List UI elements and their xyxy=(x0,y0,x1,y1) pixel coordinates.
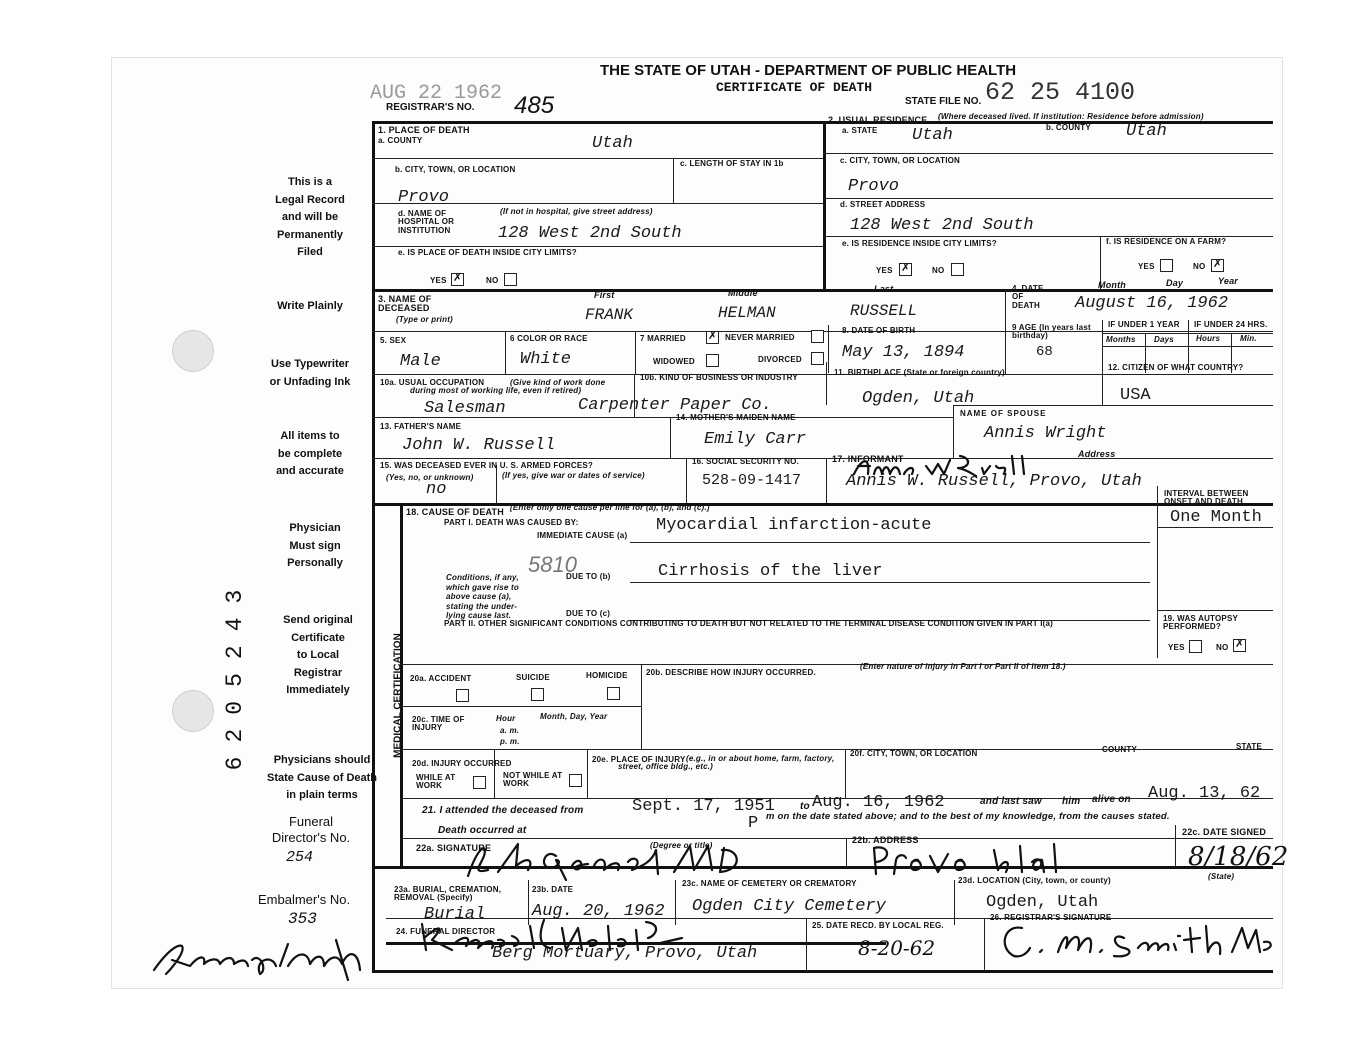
accident-checkbox[interactable] xyxy=(456,689,469,702)
state-file-label: STATE FILE NO. xyxy=(905,96,982,107)
cemetery-value: Ogden City Cemetery xyxy=(692,897,886,916)
funeral-director-number-label: Funeral Director's No. xyxy=(271,814,351,846)
autopsy-no-label: NO xyxy=(1216,643,1229,652)
inside-city-yes-checkbox[interactable]: ✗ xyxy=(453,272,463,284)
due-to-b-label: DUE TO (b) xyxy=(566,572,611,581)
part2-label: PART II. OTHER SIGNIFICANT CONDITIONS CONTRIBUTING TO DEATH BUT NOT RELATED TO THE TERMINAL DISEASE CONDITION GIVEN IN PART I(a) xyxy=(444,619,1054,628)
all-items-note: All items to be complete and accurate xyxy=(276,430,344,478)
homicide-checkbox[interactable] xyxy=(607,687,620,700)
informant-label: 17. INFORMANT xyxy=(832,454,904,464)
armed-forces-note-1: (Yes, no, or unknown) xyxy=(386,473,474,482)
inside-city-no-label: NO xyxy=(486,276,499,285)
under-24-hrs-label: IF UNDER 24 HRS. xyxy=(1194,320,1268,329)
am-label: a. m. xyxy=(500,726,520,735)
physician-signature xyxy=(458,836,778,884)
embalmer-number-label: Embalmer's No. xyxy=(258,892,351,907)
cause-of-death-label: 18. CAUSE OF DEATH xyxy=(406,507,504,517)
father-value: John W. Russell xyxy=(402,436,556,455)
punch-hole-top xyxy=(172,330,214,372)
res-inside-yes-checkbox[interactable]: ✗ xyxy=(901,262,911,274)
attended-to-value: Aug. 16, 1962 xyxy=(812,793,945,812)
burial-value: Burial xyxy=(424,905,486,924)
occupation-label: 10a. USUAL OCCUPATION xyxy=(380,378,485,387)
send-original-note: Send original Certificate to Local Registrar Immediately xyxy=(283,614,353,697)
autopsy-yes-label: YES xyxy=(1168,643,1185,652)
margin-signature xyxy=(148,930,378,990)
sex-value: Male xyxy=(400,352,441,371)
farm-yes-label: YES xyxy=(1138,262,1155,271)
death-county-value: Utah xyxy=(592,134,633,153)
due-to-b-value: Cirrhosis of the liver xyxy=(658,562,883,581)
physicians-should-note: Physicians should State Cause of Death in plain terms xyxy=(266,754,378,802)
place-of-injury-label: 20e. PLACE OF INJURY xyxy=(592,755,686,764)
farm-label: f. IS RESIDENCE ON A FARM? xyxy=(1106,237,1227,246)
typewriter-note: Use Typewriter or Unfading Ink xyxy=(269,358,351,388)
name-deceased-label: 3. NAME OF DECEASED xyxy=(378,294,432,314)
res-street-value: 128 West 2nd South xyxy=(850,216,1034,235)
registrar-label: REGISTRAR'S NO. xyxy=(386,102,475,113)
widowed-checkbox[interactable] xyxy=(706,354,719,367)
informant-value: Annis W. Russell, Provo, Utah xyxy=(846,472,1142,491)
interval-value: One Month xyxy=(1170,508,1262,527)
vertical-file-number: 6205243 xyxy=(222,575,248,771)
occupation-value: Salesman xyxy=(424,399,506,418)
accident-label: 20a. ACCIDENT xyxy=(410,674,472,683)
spouse-value: Annis Wright xyxy=(984,424,1107,443)
days-label: Days xyxy=(1154,335,1174,344)
not-while-at-work-label: NOT WHILE AT WORK xyxy=(503,771,563,789)
while-at-work-label: WHILE AT WORK xyxy=(416,773,456,791)
part1-label: PART I. DEATH WAS CAUSED BY: xyxy=(444,518,579,527)
location-23d-label: 23d. LOCATION (City, town, or county) xyxy=(958,876,1111,885)
farm-no-checkbox[interactable]: ✗ xyxy=(1213,258,1223,270)
res-county-label: b. COUNTY xyxy=(1046,123,1091,132)
res-state-label: a. STATE xyxy=(842,126,878,135)
location-value: Ogden, Utah xyxy=(986,893,1099,912)
months-label: Months xyxy=(1106,335,1136,344)
citizen-label: 12. CITIZEN OF WHAT COUNTRY? xyxy=(1108,363,1244,372)
inside-city-label: e. IS PLACE OF DEATH INSIDE CITY LIMITS? xyxy=(398,248,577,257)
age-value: 68 xyxy=(1036,344,1053,360)
hour-label: Hour xyxy=(496,714,516,723)
pm-label: p. m. xyxy=(500,737,520,746)
autopsy-label: 19. WAS AUTOPSY PERFORMED? xyxy=(1163,614,1238,632)
registrar-signature-label: 26. REGISTRAR'S SIGNATURE xyxy=(990,913,1112,922)
burial-date-label: 23b. DATE xyxy=(532,885,574,894)
res-city-value: Provo xyxy=(848,177,900,196)
age-label: 9 AGE (In years last birthday) xyxy=(1012,323,1091,341)
inside-city-yes-label: YES xyxy=(430,276,447,285)
race-value: White xyxy=(520,350,572,369)
farm-no-label: NO xyxy=(1193,262,1206,271)
birthplace-label: 11. BIRTHPLACE (State or foreign country) xyxy=(834,368,1005,377)
street-label: d. STREET ADDRESS xyxy=(840,200,926,209)
res-county-value: Utah xyxy=(1126,122,1167,141)
burial-label: 23a. BURIAL, CREMATION, REMOVAL (Specify) xyxy=(394,885,502,903)
date-recd-value: 8-20-62 xyxy=(858,936,936,960)
month-label: Month xyxy=(1098,280,1126,290)
describe-injury-note: (Enter nature of injury in Part I or Part II of item 18.) xyxy=(860,662,1066,671)
business-label: 10b. KIND OF BUSINESS OR INDUSTRY xyxy=(640,373,798,382)
immediate-cause-value: Myocardial infarction-acute xyxy=(656,516,932,535)
due-to-c-label: DUE TO (c) xyxy=(566,609,611,618)
while-at-work-checkbox[interactable] xyxy=(473,776,486,789)
year-label: Year xyxy=(1218,276,1238,286)
usual-residence-label: 2. USUAL RESIDENCE xyxy=(828,115,928,125)
place-of-injury-note: (e.g., in or about home, farm, factory, street, office bldg., etc.) xyxy=(618,754,835,772)
on-the-date-label: m on the date stated above; and to the best of my knowledge, from the causes stated. xyxy=(766,811,1170,822)
date-of-death-value: August 16, 1962 xyxy=(1075,294,1229,313)
to-label: to xyxy=(800,801,810,812)
time-injury-label: 20c. TIME OF INJURY xyxy=(412,715,465,733)
degree-label: (Degree or title) xyxy=(650,841,713,850)
last-name-label: Last xyxy=(874,284,894,294)
physician-sign-note: Physician Must sign Personally xyxy=(287,522,343,570)
occupation-note: (Give kind of work done during most of working life, even if retired) xyxy=(410,378,606,396)
received-stamp: AUG 22 1962 xyxy=(370,82,503,105)
divorced-checkbox[interactable] xyxy=(811,352,824,365)
state-paren-label: (State) xyxy=(1208,872,1235,881)
certificate-title: THE STATE OF UTAH - DEPARTMENT OF PUBLIC HEALTH xyxy=(600,62,1017,79)
res-state-value: Utah xyxy=(912,126,953,145)
injury-county-label: COUNTY xyxy=(1102,745,1137,754)
married-checkbox[interactable]: ✗ xyxy=(708,330,718,342)
county-label: a. COUNTY xyxy=(378,136,423,145)
birth-date-value: May 13, 1894 xyxy=(842,343,965,362)
last-saw-label: and last saw xyxy=(980,796,1042,807)
him-label: him xyxy=(1062,796,1081,807)
type-or-print-label: (Type or print) xyxy=(396,315,453,324)
alive-on-label: alive on xyxy=(1092,794,1131,805)
hospital-value: 128 West 2nd South xyxy=(498,224,682,243)
death-occurred-p: P xyxy=(748,814,759,833)
business-value: Carpenter Paper Co. xyxy=(578,396,772,415)
day-label: Day xyxy=(1166,278,1184,288)
res-inside-no-checkbox[interactable] xyxy=(951,263,964,276)
sex-label: 5. SEX xyxy=(380,336,407,345)
place-of-death-label: 1. PLACE OF DEATH xyxy=(378,125,470,135)
physician-address-handwritten xyxy=(866,840,1076,880)
immediate-cause-label: IMMEDIATE CAUSE (a) xyxy=(537,531,628,540)
burial-date-value: Aug. 20, 1962 xyxy=(532,902,665,921)
min-label: Min. xyxy=(1240,334,1257,343)
cause-code: 5810 xyxy=(528,552,577,577)
cause-of-death-note: [Enter only one cause per line for (a), (b), and (c).] xyxy=(510,503,710,512)
death-city-value: Provo xyxy=(398,188,450,207)
attended-from-value: Sept. 17, 1951 xyxy=(632,797,775,816)
state-file-number: 62 25 4100 xyxy=(985,78,1136,107)
address-22b-label: 22b. ADDRESS xyxy=(852,835,919,845)
usual-residence-note: (Where deceased lived. If institution: Residence before admission) xyxy=(938,112,1204,121)
cemetery-label: 23c. NAME OF CEMETERY OR CREMATORY xyxy=(682,879,857,888)
never-married-checkbox[interactable] xyxy=(811,330,824,343)
under-1-year-label: IF UNDER 1 YEAR xyxy=(1108,320,1180,329)
ssn-label: 16. SOCIAL SECURITY NO. xyxy=(692,457,799,466)
date-signed-value: 8/18/62 xyxy=(1188,842,1289,872)
res-inside-yes-label: YES xyxy=(876,266,893,275)
inside-city-no-checkbox[interactable] xyxy=(504,273,517,286)
birth-date-label: 8. DATE OF BIRTH xyxy=(842,326,916,335)
length-of-stay-label: c. LENGTH OF STAY IN 1b xyxy=(680,159,784,168)
mother-value: Emily Carr xyxy=(704,430,807,449)
date-signed-label: 22c. DATE SIGNED xyxy=(1182,827,1267,837)
hours-label: Hours xyxy=(1196,334,1221,343)
last-name-value: RUSSELL xyxy=(850,302,918,320)
suicide-checkbox[interactable] xyxy=(531,688,544,701)
farm-yes-checkbox[interactable] xyxy=(1160,259,1173,272)
first-name-label: First xyxy=(594,290,615,300)
divorced-label: DIVORCED xyxy=(758,355,802,364)
autopsy-no-checkbox[interactable]: ✗ xyxy=(1235,638,1245,650)
death-occurred-label: Death occurred at xyxy=(438,825,527,836)
middle-name-value: HELMAN xyxy=(718,304,776,322)
autopsy-yes-checkbox[interactable] xyxy=(1189,640,1202,653)
citizen-value: USA xyxy=(1120,386,1151,405)
registrar-signature xyxy=(994,918,1274,964)
embalmer-number: 353 xyxy=(288,910,317,928)
father-label: 13. FATHER'S NAME xyxy=(380,422,462,431)
funeral-director-number: 254 xyxy=(286,849,314,866)
registrar-number: 485 xyxy=(514,92,555,119)
widowed-label: WIDOWED xyxy=(653,357,695,366)
funeral-director-label: 24. FUNERAL DIRECTOR xyxy=(396,927,496,936)
punch-hole-bottom xyxy=(172,690,214,732)
res-inside-label: e. IS RESIDENCE INSIDE CITY LIMITS? xyxy=(842,239,997,248)
ssn-value: 528-09-1417 xyxy=(702,472,802,489)
race-label: 6 COLOR OR RACE xyxy=(510,334,588,343)
armed-forces-note-2: (If yes, give war or dates of service) xyxy=(502,471,645,480)
hospital-note: (If not in hospital, give street address) xyxy=(500,207,653,216)
date-recd-label: 25. DATE RECD. BY LOCAL REG. xyxy=(812,921,944,930)
married-label: 7 MARRIED xyxy=(640,334,686,343)
legal-record-note: This is a Legal Record and will be Permanently Filed xyxy=(275,176,345,259)
birthplace-value: Ogden, Utah xyxy=(862,389,975,408)
armed-forces-value: no xyxy=(426,480,447,499)
write-plainly-note: Write Plainly xyxy=(277,300,343,312)
never-married-label: NEVER MARRIED xyxy=(725,333,795,342)
last-saw-value: Aug. 13, 62 xyxy=(1148,784,1261,803)
certificate-subtitle: CERTIFICATE OF DEATH xyxy=(716,80,873,95)
mother-label: 14. MOTHER'S MAIDEN NAME xyxy=(676,413,796,422)
middle-name-label: Middle xyxy=(728,288,758,298)
city-label: b. CITY, TOWN, OR LOCATION xyxy=(395,165,516,174)
attended-label: 21. I attended the deceased from xyxy=(422,805,584,816)
injury-city-label: 20f. CITY, TOWN, OR LOCATION xyxy=(850,749,978,758)
signature-label: 22a. SIGNATURE xyxy=(416,843,492,853)
describe-injury-label: 20b. DESCRIBE HOW INJURY OCCURRED. xyxy=(646,668,816,677)
res-inside-no-label: NO xyxy=(932,266,945,275)
first-name-value: FRANK xyxy=(585,306,634,324)
interval-label: INTERVAL BETWEEN ONSET AND DEATH xyxy=(1164,489,1249,507)
injury-state-label: STATE xyxy=(1236,742,1263,751)
informant-address-label: Address xyxy=(1078,449,1116,459)
not-while-at-work-checkbox[interactable] xyxy=(569,774,582,787)
date-of-death-label: 4. DATE OF DEATH xyxy=(1012,284,1044,310)
res-city-label: c. CITY, TOWN, OR LOCATION xyxy=(840,156,961,165)
armed-forces-label: 15. WAS DECEASED EVER IN U. S. ARMED FORCES? xyxy=(380,461,593,470)
funeral-home-value: Berg Mortuary, Provo, Utah xyxy=(492,944,758,963)
injury-occurred-label: 20d. INJURY OCCURRED xyxy=(412,759,512,768)
conditions-label: Conditions, if any, which gave rise to above cause (a), stating the under- lying cause last. xyxy=(446,573,519,621)
spouse-label: NAME OF SPOUSE xyxy=(960,409,1047,418)
medical-certification-label: MEDICAL CERTIFICATION xyxy=(392,633,404,758)
month-day-year-label: Month, Day, Year xyxy=(540,712,608,721)
hospital-label: d. NAME OF HOSPITAL OR INSTITUTION xyxy=(398,209,455,235)
homicide-label: HOMICIDE xyxy=(586,671,628,680)
suicide-label: SUICIDE xyxy=(516,673,550,682)
